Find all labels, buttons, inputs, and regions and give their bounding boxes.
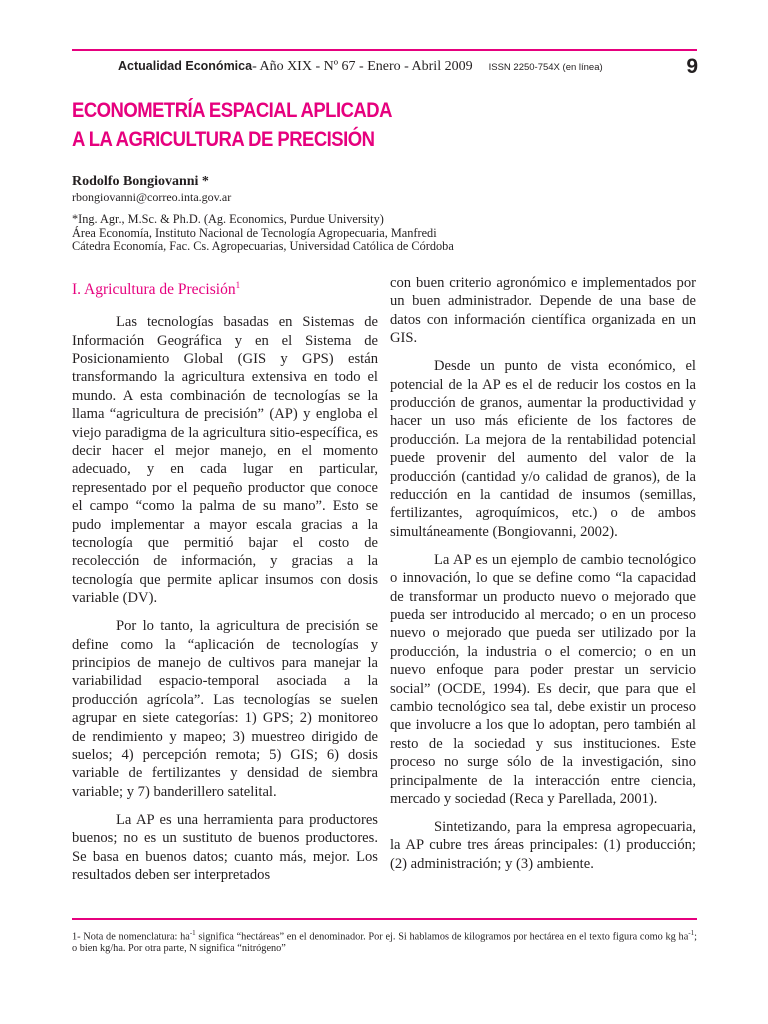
issn: ISSN 2250-754X (en línea) xyxy=(488,62,603,73)
footnote-rule xyxy=(72,918,697,920)
article-title xyxy=(72,96,554,154)
footnote-superscript: -1 xyxy=(189,929,196,937)
section-heading xyxy=(72,276,378,299)
issue-info: - Año XIX - Nº 67 - Enero - Abril 2009 xyxy=(252,59,473,74)
title-line-1: ECONOMETRÍA ESPACIAL APLICADA xyxy=(72,98,392,122)
left-column xyxy=(72,273,378,884)
right-column xyxy=(390,274,696,873)
footnote-text: 1- Nota de nomenclatura: ha xyxy=(72,931,190,943)
running-header xyxy=(118,52,698,78)
footnote-superscript: -1 xyxy=(688,929,695,937)
paragraph: La AP es un ejemplo de cambio tecnológico o innovación, lo que se define como “la capacidad de transformar un producto nuevo o mejorado que pueda ser introducido al mercado; o en un proceso nuevo o mejorado que pueda ser utilizado por la producción, la industria o el comercio; o en un nuevo enfoque para poder prestar un servicio social” (OCDE, 1994). Es decir, que para que el cambio tecnológico sea tal, debe existir un proceso que involucre a los que lo adoptan, pero también al resto de la sociedad y sus instituciones. Este proceso no surge sólo de la investigación, sino principalmente de la interacción entre ciencia, mercado y sociedad (Reca y Parellada, 2001). xyxy=(390,551,696,807)
journal-name: Actualidad Económica xyxy=(118,59,253,73)
section-heading-text: I. Agricultura de Precisión xyxy=(72,281,236,299)
author-affiliations xyxy=(72,213,672,254)
author-name: Rodolfo Bongiovanni * xyxy=(72,174,209,189)
affiliation-line: Cátedra Economía, Fac. Cs. Agropecuarias, Universidad Católica de Córdoba xyxy=(72,239,454,253)
author-email: rbongiovanni@correo.inta.gov.ar xyxy=(72,190,232,204)
footnote-text: significa “hectáreas” en el denominador. Por ej. Si hablamos de kilogramos por hectárea en el texto figura como kg ha xyxy=(195,931,689,943)
author-block xyxy=(72,174,632,204)
paragraph: Las tecnologías basadas en Sistemas de Información Geográfica y en el Sistema de Posicionamiento Global (GIS y GPS) están transformando la agricultura extensiva en todo el mundo. A esta combinación de tecnologías se la llama “agricultura de precisión” (AP) y engloba el viejo paradigma de la agricultura sitio-específica, es decir hacer el mejor manejo, en el momento adecuado, y en cada lugar en particular, representado por el pequeño productor que conoce el campo “como la palma de su mano”. Esto se pudo implementar a mayor escala gracias a la tecnología que permitió bajar el costo de recolección de información, y gracias a la tecnología que permite aplicar insumos con dosis variable (DV). xyxy=(72,314,378,607)
affiliation-line: Área Economía, Instituto Nacional de Tecnología Agropecuaria, Manfredi xyxy=(72,225,437,240)
footnote xyxy=(72,928,697,954)
paragraph: La AP es una herramienta para productores buenos; no es un sustituto de buenos productores. Se basa en buenos datos; cuanto más, mejor. Los resultados deben ser interpretados xyxy=(72,811,378,883)
page-number: 9 xyxy=(686,55,698,78)
paragraph: Desde un punto de vista económico, el potencial de la AP es el de reducir los costos en la producción de granos, aumentar la productividad y hacer un uso más eficiente de los factores de producción. La mejora de la rentabilidad potencial puede provenir del aumento del valor de la producción (cantidad y/o calidad de granos), de la reducción en la cantidad de insumos (semillas, fertilizantes, agroquímicos, etc.) o de ambos simultáneamente (Bongiovanni, 2002). xyxy=(390,358,696,540)
paragraph: Sintetizando, para la empresa agropecuaria, la AP cubre tres áreas principales: (1) producción; (2) administración; y (3) ambiente. xyxy=(390,818,696,872)
paragraph: Por lo tanto, la agricultura de precisión se define como la “aplicación de tecnologías y principios de manejo de cultivos para manejar la variabilidad espacio-temporal asociada a la producción agrícola”. Las tecnologías se suelen agrupar en siete categorías: 1) GPS; 2) monitoreo de rendimiento y mapeo; 3) muestreo dirigido de suelos; 4) percepción remota; 5) GIS; 6) dosis variable de fertilizantes y densidad de siembra variable; y 7) banderillero satelital. xyxy=(72,618,378,800)
footnote-text: ; o bien kg/ha. Por otra parte, N significa “nitrógeno” xyxy=(72,931,697,954)
title-line-2: A LA AGRICULTURA DE PRECISIÓN xyxy=(72,127,375,151)
header-rule xyxy=(72,49,697,51)
footnote-marker: 1 xyxy=(235,280,241,290)
affiliation-line: *Ing. Agr., M.Sc. & Ph.D. (Ag. Economics, Purdue University) xyxy=(72,212,384,226)
paragraph: con buen criterio agronómico e implementados por un buen administrador. Depende de una base de datos con información científica organizada en un GIS. xyxy=(390,275,696,347)
